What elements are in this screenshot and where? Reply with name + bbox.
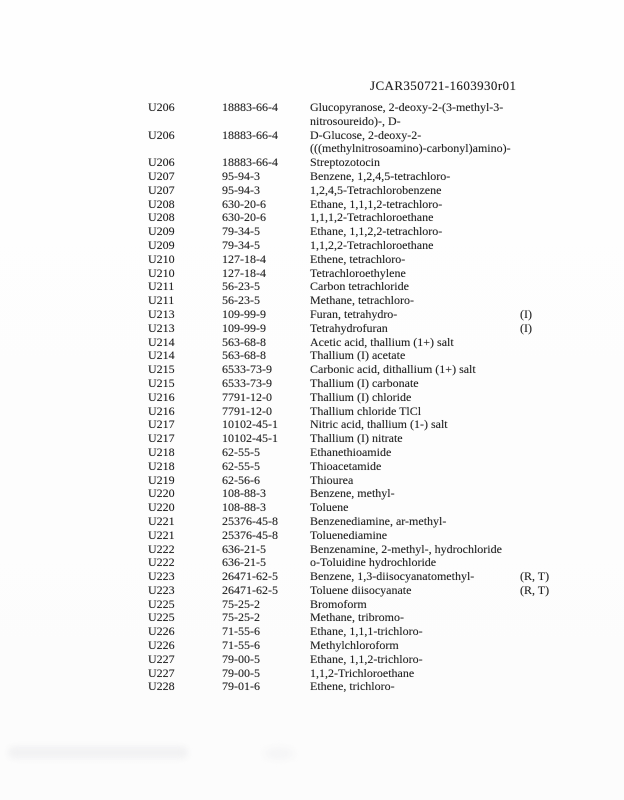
- substance-name: [310, 184, 520, 198]
- substance-name-line: Benzenediamine, ar-methyl-: [310, 513, 447, 528]
- cas-number: 79-01-6: [222, 679, 260, 694]
- substance-name: [310, 198, 520, 212]
- substance-name: [310, 391, 520, 405]
- substance-name-line: Thallium (I) acetate: [310, 348, 406, 363]
- table-row: [148, 391, 588, 405]
- cas-number: 56-23-5: [222, 293, 260, 308]
- substance-name-line: Ethene, trichloro-: [310, 679, 395, 694]
- waste-code: U222: [148, 555, 175, 570]
- waste-code: U220: [148, 500, 175, 515]
- waste-code: U206: [148, 100, 175, 114]
- waste-code: U207: [148, 168, 175, 183]
- substance-name-line: (((methylnitrosoamino)-carbonyl)amino)-: [310, 141, 511, 156]
- substance-name-line: Benzene, 1,3-diisocyanatomethyl-: [310, 569, 475, 584]
- waste-code: U215: [148, 375, 175, 390]
- substance-name: [310, 474, 520, 488]
- waste-code: U216: [148, 389, 175, 404]
- table-row: [148, 584, 588, 598]
- substance-name-line: Streptozotocin: [310, 155, 380, 170]
- substance-name: [310, 639, 520, 653]
- substance-name-line: Tetrachloroethylene: [310, 265, 406, 280]
- substance-name-line: Methane, tribromo-: [310, 610, 404, 625]
- waste-code: U214: [148, 348, 175, 363]
- waste-code: U213: [148, 320, 175, 335]
- waste-code: U209: [148, 224, 175, 239]
- cas-number: 71-55-6: [222, 638, 260, 653]
- cas-number: 62-55-5: [222, 458, 260, 473]
- substance-name: [310, 446, 520, 460]
- substance-name-line: Toluene diisocyanate: [310, 582, 412, 597]
- substance-name-line: 1,1,2,2-Tetrachloroethane: [310, 237, 434, 252]
- substance-name-line: Methylchloroform: [310, 638, 399, 653]
- substance-name: [310, 225, 520, 239]
- waste-code: U219: [148, 472, 175, 487]
- cas-number: 563-68-8: [222, 334, 266, 349]
- waste-code: U214: [148, 334, 175, 349]
- substance-name-line: Thallium chloride TlCl: [310, 403, 422, 418]
- cas-number: 26471-62-5: [222, 582, 278, 597]
- substance-name: [310, 611, 520, 625]
- cas-number: 95-94-3: [222, 168, 260, 183]
- substance-name-line: nitrosoureido)-, D-: [310, 113, 401, 128]
- cas-number: 79-34-5: [222, 224, 260, 239]
- substance-name-line: Benzene, 1,2,4,5-tetrachloro-: [310, 168, 451, 183]
- cas-number: 79-00-5: [222, 665, 260, 680]
- waste-code: U228: [148, 679, 175, 694]
- cas-number: 25376-45-8: [222, 527, 278, 542]
- cas-number: 563-68-8: [222, 348, 266, 363]
- substance-name: [310, 280, 520, 294]
- waste-code: U209: [148, 237, 175, 252]
- waste-code: U215: [148, 362, 175, 377]
- table-row: [148, 529, 588, 543]
- table-row: [148, 418, 588, 432]
- substance-name-line: Benzenamine, 2-methyl-, hydrochloride: [310, 541, 502, 556]
- substance-name: [310, 460, 520, 474]
- cas-number: 10102-45-1: [222, 431, 278, 446]
- cas-number: 630-20-6: [222, 210, 266, 225]
- table-row: [148, 349, 588, 363]
- waste-code: U220: [148, 486, 175, 501]
- substance-name-line: Ethane, 1,1,1,2-tetrachloro-: [310, 196, 443, 211]
- cas-number: 56-23-5: [222, 279, 260, 294]
- waste-code: U208: [148, 196, 175, 211]
- table-row: [148, 322, 588, 336]
- substance-name: [310, 556, 520, 570]
- cas-number: 71-55-6: [222, 624, 260, 639]
- document-id-header: JCAR350721-1603930r01: [370, 78, 517, 93]
- substance-name: [310, 570, 520, 584]
- substance-name-line: Toluenediamine: [310, 527, 388, 542]
- waste-code: U217: [148, 417, 175, 432]
- substance-name-line: Methane, tetrachloro-: [310, 293, 414, 308]
- substance-name-line: D-Glucose, 2-deoxy-2-: [310, 127, 422, 142]
- table-row: [148, 432, 588, 446]
- substance-name-line: Tetrahydrofuran: [310, 320, 388, 335]
- cas-number: 6533-73-9: [222, 362, 272, 377]
- substance-name: [310, 156, 520, 170]
- table-row: [148, 405, 588, 419]
- cas-number: 10102-45-1: [222, 417, 278, 432]
- substance-name: [310, 294, 520, 308]
- cas-number: 109-99-9: [222, 320, 266, 335]
- cas-number: 26471-62-5: [222, 569, 278, 584]
- substance-name: [310, 653, 520, 667]
- waste-code: U208: [148, 210, 175, 225]
- waste-code: U206: [148, 127, 175, 142]
- table-row: [148, 446, 588, 460]
- waste-code: U221: [148, 513, 175, 528]
- table-row: [148, 556, 588, 570]
- cas-number: 62-56-6: [222, 472, 260, 487]
- substance-name: [310, 308, 520, 322]
- substance-name-line: Benzene, methyl-: [310, 486, 395, 501]
- substance-name: [310, 129, 520, 157]
- waste-code: U218: [148, 458, 175, 473]
- cas-number: 108-88-3: [222, 486, 266, 501]
- table-row: [148, 156, 588, 170]
- cas-number: 127-18-4: [222, 251, 266, 266]
- waste-code: U211: [148, 293, 175, 308]
- table-row: [148, 101, 588, 129]
- table-row: [148, 377, 588, 391]
- substance-name: [310, 336, 520, 350]
- table-row: [148, 239, 588, 253]
- table-row: [148, 294, 588, 308]
- substance-name: [310, 239, 520, 253]
- waste-code: U226: [148, 638, 175, 653]
- waste-code: U225: [148, 596, 175, 611]
- cas-number: 18883-66-4: [222, 155, 278, 170]
- substance-name: [310, 267, 520, 281]
- substance-name: [310, 667, 520, 681]
- substance-name-line: Thallium (I) chloride: [310, 389, 412, 404]
- substance-name-line: Glucopyranose, 2-deoxy-2-(3-methyl-3-: [310, 100, 504, 114]
- table-row: [148, 308, 588, 322]
- cas-number: 6533-73-9: [222, 375, 272, 390]
- hazard-note: (R, T): [520, 569, 550, 584]
- waste-code: U211: [148, 279, 175, 294]
- waste-code: U218: [148, 444, 175, 459]
- substance-name: [310, 680, 520, 694]
- substance-name-line: Toluene: [310, 500, 349, 515]
- hazard-note: (I): [520, 306, 532, 321]
- cas-number: 630-20-6: [222, 196, 266, 211]
- substance-name-line: 1,1,2-Trichloroethane: [310, 665, 415, 680]
- substance-name: [310, 405, 520, 419]
- table-row: [148, 225, 588, 239]
- substance-name: [310, 322, 520, 336]
- substance-table: [148, 101, 588, 694]
- waste-code: U225: [148, 610, 175, 625]
- cas-number: 75-25-2: [222, 610, 260, 625]
- waste-code: U227: [148, 651, 175, 666]
- cas-number: 18883-66-4: [222, 100, 278, 114]
- substance-name-line: 1,2,4,5-Tetrachlorobenzene: [310, 182, 442, 197]
- waste-code: U223: [148, 569, 175, 584]
- substance-name-line: o-Toluidine hydrochloride: [310, 555, 437, 570]
- table-row: [148, 501, 588, 515]
- substance-name-line: Ethanethioamide: [310, 444, 392, 459]
- substance-name: [310, 211, 520, 225]
- table-row: [148, 680, 588, 694]
- substance-name-line: Ethane, 1,1,2-trichloro-: [310, 651, 423, 666]
- substance-name: [310, 584, 520, 598]
- table-row: [148, 667, 588, 681]
- table-row: [148, 639, 588, 653]
- substance-name: [310, 515, 520, 529]
- substance-name: [310, 363, 520, 377]
- waste-code: U207: [148, 182, 175, 197]
- substance-name: [310, 101, 520, 129]
- table-row: [148, 625, 588, 639]
- substance-name-line: Carbon tetrachloride: [310, 279, 409, 294]
- substance-name-line: Thallium (I) nitrate: [310, 431, 403, 446]
- table-row: [148, 280, 588, 294]
- table-row: [148, 211, 588, 225]
- substance-name: [310, 432, 520, 446]
- substance-name: [310, 625, 520, 639]
- substance-name-line: Carbonic acid, dithallium (1+) salt: [310, 362, 476, 377]
- table-row: [148, 363, 588, 377]
- table-row: [148, 129, 588, 157]
- table-row: [148, 474, 588, 488]
- table-row: [148, 515, 588, 529]
- substance-name-line: Bromoform: [310, 596, 367, 611]
- substance-name-line: Acetic acid, thallium (1+) salt: [310, 334, 454, 349]
- substance-name: [310, 170, 520, 184]
- cas-number: 636-21-5: [222, 541, 266, 556]
- table-row: [148, 253, 588, 267]
- waste-code: U210: [148, 265, 175, 280]
- substance-name-line: Thioacetamide: [310, 458, 382, 473]
- table-row: [148, 611, 588, 625]
- table-row: [148, 598, 588, 612]
- cas-number: 127-18-4: [222, 265, 266, 280]
- cas-number: 95-94-3: [222, 182, 260, 197]
- scan-artifact-dot: [264, 748, 294, 759]
- substance-name: [310, 377, 520, 391]
- cas-number: 79-34-5: [222, 237, 260, 252]
- waste-code: U213: [148, 306, 175, 321]
- substance-name: [310, 529, 520, 543]
- substance-name-line: Thallium (I) carbonate: [310, 375, 419, 390]
- substance-name: [310, 501, 520, 515]
- table-row: [148, 570, 588, 584]
- waste-code: U222: [148, 541, 175, 556]
- cas-number: 62-55-5: [222, 444, 260, 459]
- waste-code: U227: [148, 665, 175, 680]
- substance-name-line: Ethene, tetrachloro-: [310, 251, 406, 266]
- substance-name-line: Furan, tetrahydro-: [310, 306, 398, 321]
- substance-name: [310, 349, 520, 363]
- table-row: [148, 487, 588, 501]
- cas-number: 7791-12-0: [222, 403, 272, 418]
- waste-code: U217: [148, 431, 175, 446]
- table-row: [148, 460, 588, 474]
- cas-number: 18883-66-4: [222, 127, 278, 142]
- table-row: [148, 336, 588, 350]
- cas-number: 75-25-2: [222, 596, 260, 611]
- substance-name: [310, 418, 520, 432]
- waste-code: U223: [148, 582, 175, 597]
- substance-name: [310, 253, 520, 267]
- table-row: [148, 198, 588, 212]
- waste-code: U221: [148, 527, 175, 542]
- table-row: [148, 184, 588, 198]
- substance-name-line: Ethane, 1,1,2,2-tetrachloro-: [310, 224, 443, 239]
- substance-name: [310, 487, 520, 501]
- substance-name-line: 1,1,1,2-Tetrachloroethane: [310, 210, 434, 225]
- waste-code: U210: [148, 251, 175, 266]
- substance-name: [310, 598, 520, 612]
- substance-name-line: Ethane, 1,1,1-trichloro-: [310, 624, 423, 639]
- cas-number: 25376-45-8: [222, 513, 278, 528]
- cas-number: 109-99-9: [222, 306, 266, 321]
- table-row: [148, 543, 588, 557]
- cas-number: 636-21-5: [222, 555, 266, 570]
- waste-code: U216: [148, 403, 175, 418]
- waste-code: U226: [148, 624, 175, 639]
- scan-artifact-band: [8, 746, 188, 759]
- substance-name-line: Nitric acid, thallium (1-) salt: [310, 417, 448, 432]
- cas-number: 79-00-5: [222, 651, 260, 666]
- substance-name-line: Thiourea: [310, 472, 354, 487]
- cas-number: 108-88-3: [222, 500, 266, 515]
- table-row: [148, 267, 588, 281]
- table-row: [148, 170, 588, 184]
- substance-name: [310, 543, 520, 557]
- hazard-note: (R, T): [520, 582, 550, 597]
- waste-code: U206: [148, 155, 175, 170]
- cas-number: 7791-12-0: [222, 389, 272, 404]
- table-row: [148, 653, 588, 667]
- hazard-note: (I): [520, 320, 532, 335]
